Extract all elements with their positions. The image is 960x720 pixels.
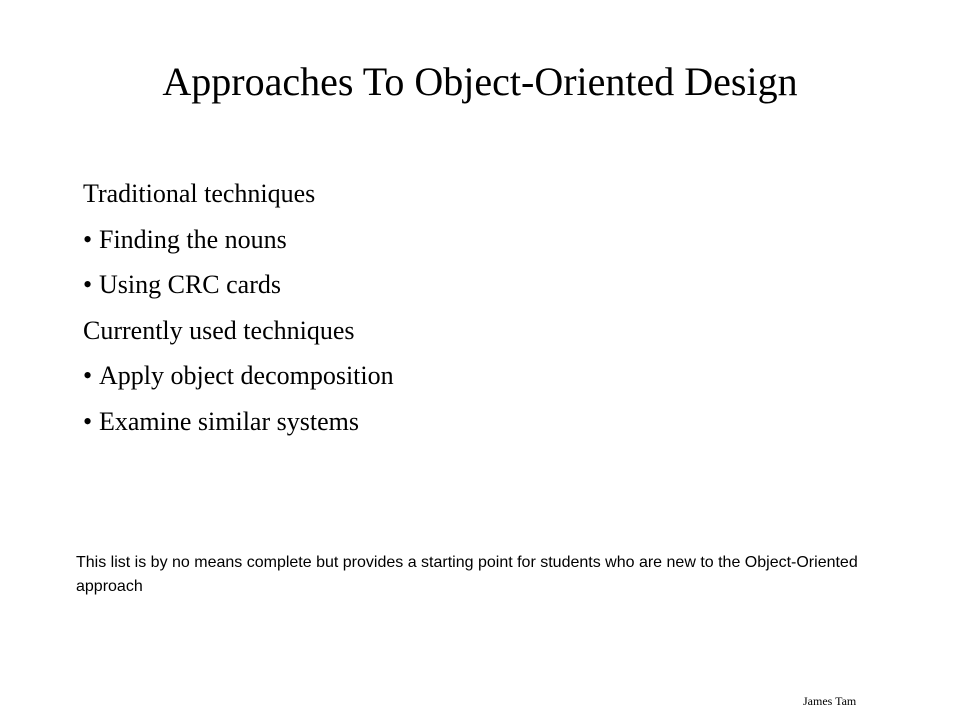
footnote: This list is by no means complete but provides a starting point for students who are new to the Object-Oriented approach <box>76 554 858 595</box>
bullet-text: Finding the nouns <box>99 224 287 254</box>
author-credit: James Tam <box>803 694 857 708</box>
bullet-item <box>83 357 883 403</box>
bullet-icon: • <box>83 361 93 391</box>
bullet-icon: • <box>83 224 93 254</box>
bullet-text: Examine similar systems <box>99 406 359 436</box>
slide-title: Approaches To Object-Oriented Design <box>162 59 798 104</box>
bullet-item <box>83 266 883 312</box>
bullet-icon: • <box>83 406 93 436</box>
bullet-item <box>83 403 883 449</box>
bullet-icon: • <box>83 270 93 300</box>
section-heading: Traditional techniques <box>83 179 316 208</box>
section-heading: Currently used techniques <box>83 315 355 345</box>
bullet-text: Using CRC cards <box>99 270 281 300</box>
slide-content <box>83 175 883 449</box>
bullet-text: Apply object decomposition <box>99 361 394 391</box>
bullet-item <box>83 221 883 267</box>
